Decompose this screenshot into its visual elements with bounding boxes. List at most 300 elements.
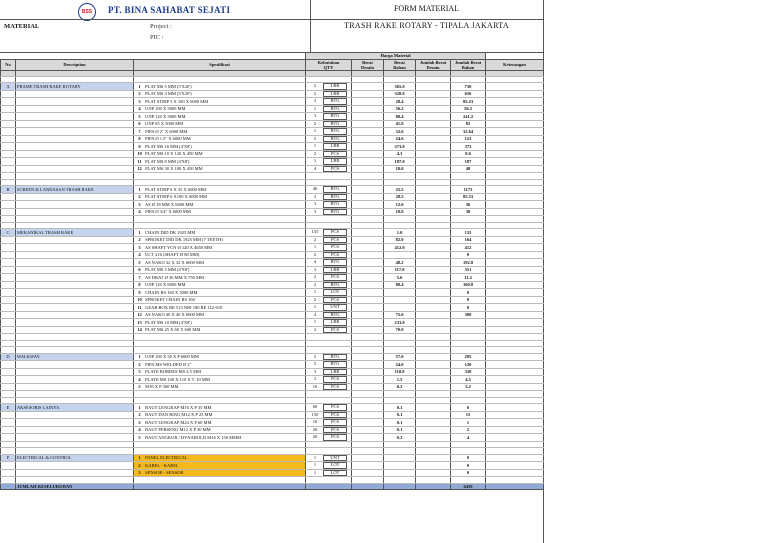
qty-value: 150	[311, 411, 319, 417]
berat-desain	[352, 98, 384, 106]
berat-desain	[352, 304, 384, 312]
item-spec-text: PLAT MS 10 X 120 X 450 MM	[145, 151, 203, 156]
unit-value: LOT	[323, 289, 347, 296]
berat-desain	[352, 186, 384, 194]
item-qty	[306, 304, 352, 312]
unit-value: PCS	[323, 376, 347, 383]
qty-value: 5	[313, 353, 317, 359]
qty-value: 4	[313, 165, 317, 171]
keterangan	[486, 244, 544, 252]
unit-value: BTG	[323, 121, 347, 128]
item-spec	[134, 165, 306, 173]
item-number: 1	[138, 404, 141, 410]
berat-desain	[352, 368, 384, 376]
berat-bahan: 365.0	[384, 83, 416, 91]
jumlah-berat-desain	[416, 462, 451, 470]
jumlah-berat-bahan: 351	[451, 266, 486, 274]
item-spec	[134, 368, 306, 376]
item-qty	[306, 361, 352, 369]
berat-bahan: 41.0	[384, 120, 416, 128]
unit-value: UNT	[323, 455, 347, 462]
jumlah-berat-bahan: 373	[451, 143, 486, 151]
item-spec	[134, 251, 306, 259]
jumlah-berat-desain	[416, 113, 451, 121]
jumlah-berat-desain	[416, 236, 451, 244]
berat-desain	[352, 266, 384, 274]
unit-value: LBR	[323, 267, 347, 274]
total-label: JUMLAH KESELURUHAN	[16, 483, 134, 490]
section-letter: B	[1, 186, 16, 194]
item-spec	[134, 281, 306, 289]
berat-bahan: 80.4	[384, 281, 416, 289]
qty-value: 1	[313, 128, 317, 133]
berat-desain	[352, 376, 384, 384]
table-row	[1, 353, 544, 361]
jumlah-berat-desain	[416, 251, 451, 259]
qty-value: 2	[313, 83, 317, 88]
section-letter	[1, 135, 16, 143]
berat-bahan: 1.5	[384, 376, 416, 384]
company-logo: BSS	[78, 3, 96, 21]
item-spec-text: BAUT PERSENG M12 X P 30 MM	[145, 427, 211, 432]
jumlah-berat-bahan: 164	[451, 236, 486, 244]
section-letter: F	[1, 454, 16, 462]
section-name	[16, 251, 134, 259]
section-letter	[1, 368, 16, 376]
item-spec-text: PLAT MS 10 MM (4'X8')	[145, 319, 192, 325]
unit-value: PCS	[323, 229, 347, 236]
jumlah-berat-desain	[416, 259, 451, 267]
jumlah-berat-desain	[416, 368, 451, 376]
item-qty	[306, 98, 352, 106]
qty-value: 2	[313, 90, 317, 96]
item-number: 4	[138, 252, 141, 257]
table-row	[1, 404, 544, 412]
item-spec-text: UNP 120 X 6000 MM	[145, 282, 186, 287]
section-letter	[1, 98, 16, 106]
section-letter	[1, 383, 16, 391]
item-spec	[134, 411, 306, 419]
keterangan	[486, 201, 544, 209]
section-letter	[1, 426, 16, 434]
keterangan	[486, 462, 544, 470]
pic-label: PIC :	[150, 34, 164, 41]
section-letter	[1, 90, 16, 98]
unit-value: PCS	[323, 434, 347, 441]
berat-desain	[352, 404, 384, 412]
section-name	[16, 411, 134, 419]
section-letter	[1, 419, 16, 427]
item-spec-text: CHAIN RS 160 X 3000 MM	[145, 289, 198, 295]
qty-value: 4	[313, 311, 317, 317]
jumlah-berat-bahan: 0	[451, 289, 486, 297]
qty-value: 135	[311, 229, 319, 234]
item-number: 3	[138, 201, 141, 207]
table-row	[1, 419, 544, 427]
keterangan	[486, 469, 544, 477]
unit-value: PCS	[323, 327, 347, 334]
jumlah-berat-bahan: 123	[451, 135, 486, 143]
table-row	[1, 376, 544, 384]
item-qty	[306, 251, 352, 259]
item-spec	[134, 454, 306, 462]
berat-bahan: 10.0	[384, 165, 416, 173]
keterangan	[486, 105, 544, 113]
unit-value: BTG	[323, 361, 347, 368]
keterangan	[486, 266, 544, 274]
item-spec-text: PLAT STRIP 6 X100 X 6000 MM	[145, 194, 208, 199]
item-qty	[306, 201, 352, 209]
jumlah-berat-desain	[416, 158, 451, 166]
qty-value: 1	[313, 143, 317, 148]
item-number: 12	[137, 312, 142, 317]
item-spec	[134, 383, 306, 391]
table-row	[1, 165, 544, 173]
item-spec	[134, 186, 306, 194]
item-qty	[306, 158, 352, 166]
berat-bahan: 0.1	[384, 419, 416, 427]
section-name	[16, 311, 134, 319]
berat-bahan: 24.6	[384, 135, 416, 143]
table-row	[1, 281, 544, 289]
jumlah-berat-bahan: 300	[451, 311, 486, 319]
unit-value: LOT	[323, 462, 347, 469]
unit-value: LBR	[323, 143, 347, 150]
item-spec	[134, 274, 306, 282]
section-name	[16, 201, 134, 209]
item-qty	[306, 296, 352, 304]
jumlah-berat-desain	[416, 383, 451, 391]
berat-bahan	[384, 462, 416, 470]
qty-value: 46	[312, 186, 318, 191]
keterangan	[486, 319, 544, 327]
qty-value: 1	[313, 469, 317, 475]
jumlah-berat-desain	[416, 229, 451, 237]
item-spec	[134, 208, 306, 216]
item-number: 2	[138, 91, 141, 96]
item-number: 12	[137, 166, 142, 171]
section-letter	[1, 469, 16, 477]
item-spec-text: PIPA Ø 3/4" X 6000 MM	[145, 209, 191, 214]
berat-desain	[352, 454, 384, 462]
table-row	[1, 120, 544, 128]
item-spec	[134, 120, 306, 128]
section-letter	[1, 150, 16, 158]
berat-bahan: 24.0	[384, 361, 416, 369]
jumlah-berat-desain	[416, 469, 451, 477]
qty-value: 3	[313, 201, 317, 206]
item-qty	[306, 143, 352, 151]
jumlah-berat-bahan	[451, 319, 486, 327]
keterangan	[486, 229, 544, 237]
item-spec	[134, 353, 306, 361]
section-letter: C	[1, 229, 16, 237]
jumlah-berat-desain	[416, 296, 451, 304]
section-name	[16, 158, 134, 166]
item-qty	[306, 462, 352, 470]
item-number: 6	[138, 121, 141, 126]
jumlah-berat-bahan: 1	[451, 419, 486, 427]
jumlah-berat-desain	[416, 376, 451, 384]
item-spec-text: KABEL - KABEL	[145, 462, 179, 468]
jumlah-berat-desain	[416, 83, 451, 91]
berat-desain	[352, 244, 384, 252]
item-number: 1	[138, 229, 141, 235]
section-name	[16, 419, 134, 427]
section-letter	[1, 143, 16, 151]
item-qty	[306, 128, 352, 136]
qty-value: 3	[313, 98, 317, 103]
unit-value: BTG	[323, 312, 347, 319]
jumlah-berat-bahan: 0	[451, 251, 486, 259]
berat-bahan	[384, 289, 416, 297]
table-row	[1, 83, 544, 91]
jumlah-berat-desain	[416, 353, 451, 361]
section-name	[16, 266, 134, 274]
item-qty	[306, 419, 352, 427]
berat-bahan: 10.0	[384, 208, 416, 216]
section-letter	[1, 462, 16, 470]
item-qty	[306, 83, 352, 91]
table-row	[1, 113, 544, 121]
qty-value: 1	[313, 319, 317, 324]
section-name	[16, 128, 134, 136]
item-spec-text: SPROKET CHAIN RS 160	[145, 297, 195, 302]
qty-value: 1	[313, 158, 317, 163]
item-spec	[134, 326, 306, 334]
item-number: 3	[138, 369, 141, 374]
berat-bahan: 28.5	[384, 193, 416, 201]
unit-value: PCS	[323, 384, 347, 391]
section-letter	[1, 281, 16, 289]
section-name: FRAME TRASH RAKE ROTARY	[16, 83, 134, 91]
table-row	[1, 361, 544, 369]
jumlah-berat-desain	[416, 150, 451, 158]
jumlah-berat-desain	[416, 454, 451, 462]
unit-value: PCS	[323, 252, 347, 259]
jumlah-berat-desain	[416, 120, 451, 128]
qty-value: 2	[313, 296, 317, 302]
item-spec-text: AS DRAT Ø 36 MM X 750 MM	[144, 274, 204, 280]
berat-desain	[352, 236, 384, 244]
item-spec	[134, 361, 306, 369]
section-letter	[1, 236, 16, 244]
item-spec-text: PLAT STRIP 5 X 100 X 6000 MM	[145, 98, 209, 104]
unit-value: LBR	[323, 83, 347, 90]
unit-value: PCS	[323, 237, 347, 244]
item-number: 9	[138, 143, 141, 149]
qty-value: 3	[313, 208, 317, 214]
jumlah-berat-bahan: 187	[451, 158, 486, 166]
berat-desain	[352, 251, 384, 259]
keterangan	[486, 419, 544, 427]
item-spec-text: BAUT LENGKAP M24 X P 60 MM	[145, 419, 212, 425]
berat-bahan: 373.0	[384, 143, 416, 151]
item-spec	[134, 98, 306, 106]
keterangan	[486, 353, 544, 361]
jumlah-berat-bahan: 85.23	[451, 98, 486, 106]
col-berat-desain: Berat Desain	[352, 59, 384, 70]
item-spec-text: PLAT MS 5 MM (5'X20')	[145, 83, 192, 89]
qty-value: 3	[313, 376, 317, 381]
unit-value: BTG	[323, 98, 347, 105]
berat-bahan: 28.4	[384, 98, 416, 106]
section-name	[16, 208, 134, 216]
total-row	[1, 483, 544, 490]
item-qty	[306, 113, 352, 121]
item-spec	[134, 259, 306, 267]
item-qty	[306, 236, 352, 244]
item-qty	[306, 274, 352, 282]
berat-desain	[352, 274, 384, 282]
total-blank	[352, 483, 384, 490]
section-letter	[1, 361, 16, 369]
unit-value: LBR	[323, 319, 347, 326]
section-letter	[1, 113, 16, 121]
item-number: 3	[138, 244, 141, 250]
berat-desain	[352, 419, 384, 427]
jumlah-berat-desain	[416, 135, 451, 143]
jumlah-berat-bahan: 4.5	[451, 376, 486, 384]
company-name: PT. BINA SAHABAT SEJATI	[108, 5, 231, 15]
project-label: Project :	[150, 23, 172, 30]
item-spec	[134, 244, 306, 252]
item-spec-text: UNP 100 X 5000 MM	[145, 106, 186, 111]
berat-desain	[352, 201, 384, 209]
section-letter	[1, 158, 16, 166]
item-spec	[134, 419, 306, 427]
header-divider	[310, 0, 311, 52]
table-row	[1, 469, 544, 477]
jumlah-berat-desain	[416, 201, 451, 209]
unit-value: BTG	[323, 354, 347, 361]
jumlah-berat-desain	[416, 143, 451, 151]
section-name	[16, 361, 134, 369]
qty-value: 2	[313, 251, 317, 257]
berat-desain	[352, 259, 384, 267]
berat-bahan: 25.5	[384, 186, 416, 194]
keterangan	[486, 311, 544, 319]
item-qty	[306, 404, 352, 412]
table-row	[1, 411, 544, 419]
table-row	[1, 128, 544, 136]
jumlah-berat-desain	[416, 266, 451, 274]
item-spec-text: PLAT MS 8 MM (4'X8')	[145, 158, 190, 164]
unit-value: BTG	[323, 136, 347, 143]
berat-desain	[352, 229, 384, 237]
jumlah-berat-desain	[416, 434, 451, 442]
item-spec	[134, 311, 306, 319]
item-qty	[306, 165, 352, 173]
jumlah-berat-bahan: 241.2	[451, 113, 486, 121]
section-name	[16, 90, 134, 98]
item-number: 5	[138, 259, 141, 265]
section-letter	[1, 411, 16, 419]
keterangan	[486, 434, 544, 442]
item-number: 2	[138, 462, 141, 468]
item-spec-text: PLATE BORDES MS 4.5 MM	[145, 369, 202, 374]
item-qty	[306, 353, 352, 361]
section-letter	[1, 319, 16, 327]
berat-bahan: 48.2	[384, 259, 416, 267]
section-letter	[1, 165, 16, 173]
item-number: 1	[138, 455, 141, 460]
berat-bahan: 0.2	[384, 383, 416, 391]
total-blank	[416, 483, 451, 490]
item-spec	[134, 376, 306, 384]
table-row	[1, 326, 544, 334]
jumlah-berat-desain	[416, 208, 451, 216]
section-name	[16, 469, 134, 477]
section-name	[16, 259, 134, 267]
qty-value: 1	[313, 244, 317, 249]
unit-value: PCS	[323, 274, 347, 281]
berat-desain	[352, 411, 384, 419]
berat-desain	[352, 193, 384, 201]
berat-bahan: 80.4	[384, 113, 416, 121]
col-no: No	[1, 59, 16, 70]
item-number: 1	[138, 83, 141, 89]
jumlah-berat-bahan: 4	[451, 434, 486, 442]
berat-desain	[352, 150, 384, 158]
berat-bahan: 0.1	[384, 404, 416, 412]
item-spec-text: PIPA Ø 2" X 6000 MM	[145, 128, 188, 134]
section-name: SCREEN & LANDASAN TRASH RAKE	[16, 186, 134, 194]
jumlah-berat-bahan: 15	[451, 411, 486, 419]
item-spec-text: PLAT MS 3 MM (5'X20')	[145, 91, 192, 96]
item-spec	[134, 404, 306, 412]
col-berat-bahan: Berat Bahan	[384, 59, 416, 70]
berat-desain	[352, 105, 384, 113]
item-spec	[134, 289, 306, 297]
jumlah-berat-bahan: 36	[451, 201, 486, 209]
item-spec-text: PLAT MS 5 MM (4'X8')	[145, 267, 190, 272]
jumlah-berat-desain	[416, 289, 451, 297]
berat-desain	[352, 135, 384, 143]
item-number: 5	[138, 434, 141, 440]
qty-value: 2	[313, 281, 317, 287]
item-spec	[134, 236, 306, 244]
keterangan	[486, 251, 544, 259]
qty-value: 60	[312, 404, 318, 409]
qty-value: 20	[312, 434, 318, 439]
item-spec-text: AS NAKO 32 X 32 X 6000 MM	[144, 259, 205, 265]
berat-desain	[352, 113, 384, 121]
qty-value: 1	[313, 454, 317, 460]
item-spec	[134, 266, 306, 274]
section-name	[16, 193, 134, 201]
item-spec	[134, 135, 306, 143]
section-name	[16, 135, 134, 143]
jumlah-berat-desain	[416, 311, 451, 319]
item-spec	[134, 128, 306, 136]
section-name	[16, 120, 134, 128]
berat-bahan	[384, 304, 416, 312]
qty-value: 2	[313, 120, 317, 126]
section-name	[16, 165, 134, 173]
keterangan	[486, 274, 544, 282]
section-name: MEKANIKAL TRASH RAKE	[16, 229, 134, 237]
berat-desain	[352, 462, 384, 470]
jumlah-berat-desain	[416, 186, 451, 194]
berat-bahan: 0.1	[384, 426, 416, 434]
keterangan	[486, 426, 544, 434]
item-number: 7	[138, 274, 141, 280]
item-qty	[306, 135, 352, 143]
jumlah-berat-bahan: 32.64	[451, 128, 486, 136]
item-qty	[306, 411, 352, 419]
item-number: 5	[138, 384, 141, 389]
